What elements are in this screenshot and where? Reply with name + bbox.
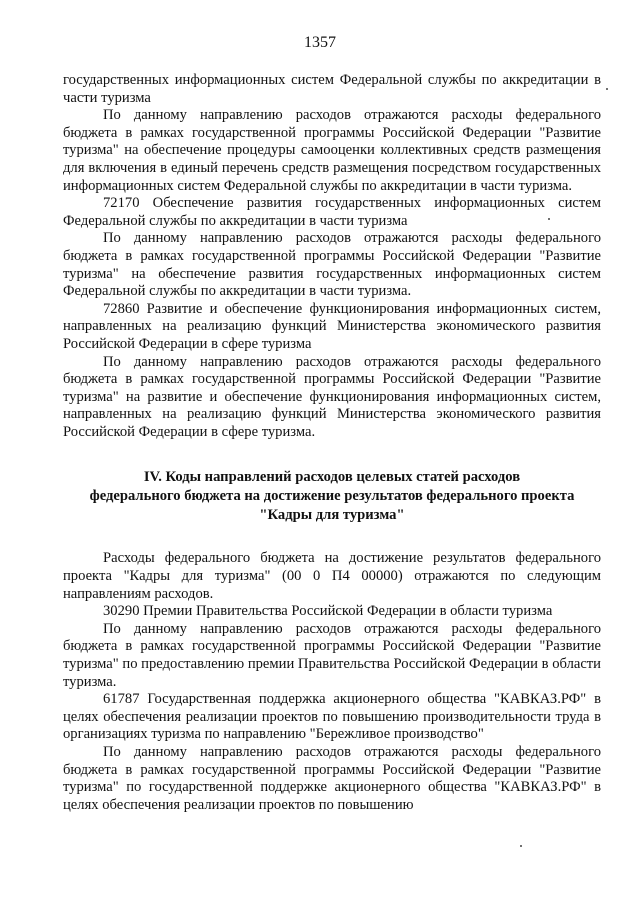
scan-speck <box>520 845 522 847</box>
scan-speck <box>606 88 608 90</box>
paragraph-continuation: государственных информационных систем Федеральной службы по аккредитации в части туризма <box>63 72 601 106</box>
paragraph: По данному направлению расходов отражаются расходы федерального бюджета в рамках государственной программы Российской Федерации "Развитие туризма" на обеспечение развития государственных информационных систем Федеральной службы по аккредитации в части туризма. <box>63 230 601 300</box>
section-heading <box>63 468 601 525</box>
section-heading-line: федерального бюджета на достижение результатов федерального проекта <box>89 488 575 505</box>
paragraph-code-72860: 72860 Развитие и обеспечение функционирования информационных систем, направленных на реализацию функций Министерства экономического развития Российской Федерации в сфере туризма <box>63 300 601 352</box>
paragraph: По данному направлению расходов отражаются расходы федерального бюджета в рамках государственной программы Российской Федерации "Развитие туризма" на развитие и обеспечение функционирования информационных систем, направленных на реализацию функций Министерства экономического развития Российской Федерации в сфере туризма. <box>63 353 601 440</box>
paragraph: По данному направлению расходов отражаются расходы федерального бюджета в рамках государственной программы Российской Федерации "Развитие туризма" по государственной поддержке акционерного общества "КАВКАЗ.РФ" в целях обеспечения реализации проектов по повышению <box>63 744 601 813</box>
paragraph-code-72170: 72170 Обеспечение развития государственных информационных систем Федеральной службы по аккредитации в части туризма <box>63 195 601 229</box>
paragraph: По данному направлению расходов отражаются расходы федерального бюджета в рамках государственной программы Российской Федерации "Развитие туризма" по предоставлению премии Правительства Российской Федерации в области туризма. <box>63 620 601 690</box>
paragraph-code-61787: 61787 Государственная поддержка акционерного общества "КАВКАЗ.РФ" в целях обеспечения реализации проектов по повышению производительности труда в организациях туризма по направлению "Бережливое производство" <box>63 691 601 743</box>
paragraph: Расходы федерального бюджета на достижение результатов федерального проекта "Кадры для туризма" (00 0 П4 00000) отражаются по следующим направлениям расходов. <box>63 550 601 602</box>
paragraph: По данному направлению расходов отражаются расходы федерального бюджета в рамках государственной программы Российской Федерации "Развитие туризма" на обеспечение процедуры самооценки коллективных средств размещения для включения в единый перечень средств размещения посредством государственных информационных систем Федеральной службы по аккредитации в части туризма. <box>63 107 601 194</box>
page-number: 1357 <box>304 34 336 51</box>
scan-speck <box>548 218 550 220</box>
section-heading-line: "Кадры для туризма" <box>259 507 405 524</box>
document-body <box>63 72 601 814</box>
section-heading-line: IV. Коды направлений расходов целевых статей расходов <box>143 469 521 486</box>
paragraph-code-30290: 30290 Премии Правительства Российской Федерации в области туризма <box>103 603 553 620</box>
